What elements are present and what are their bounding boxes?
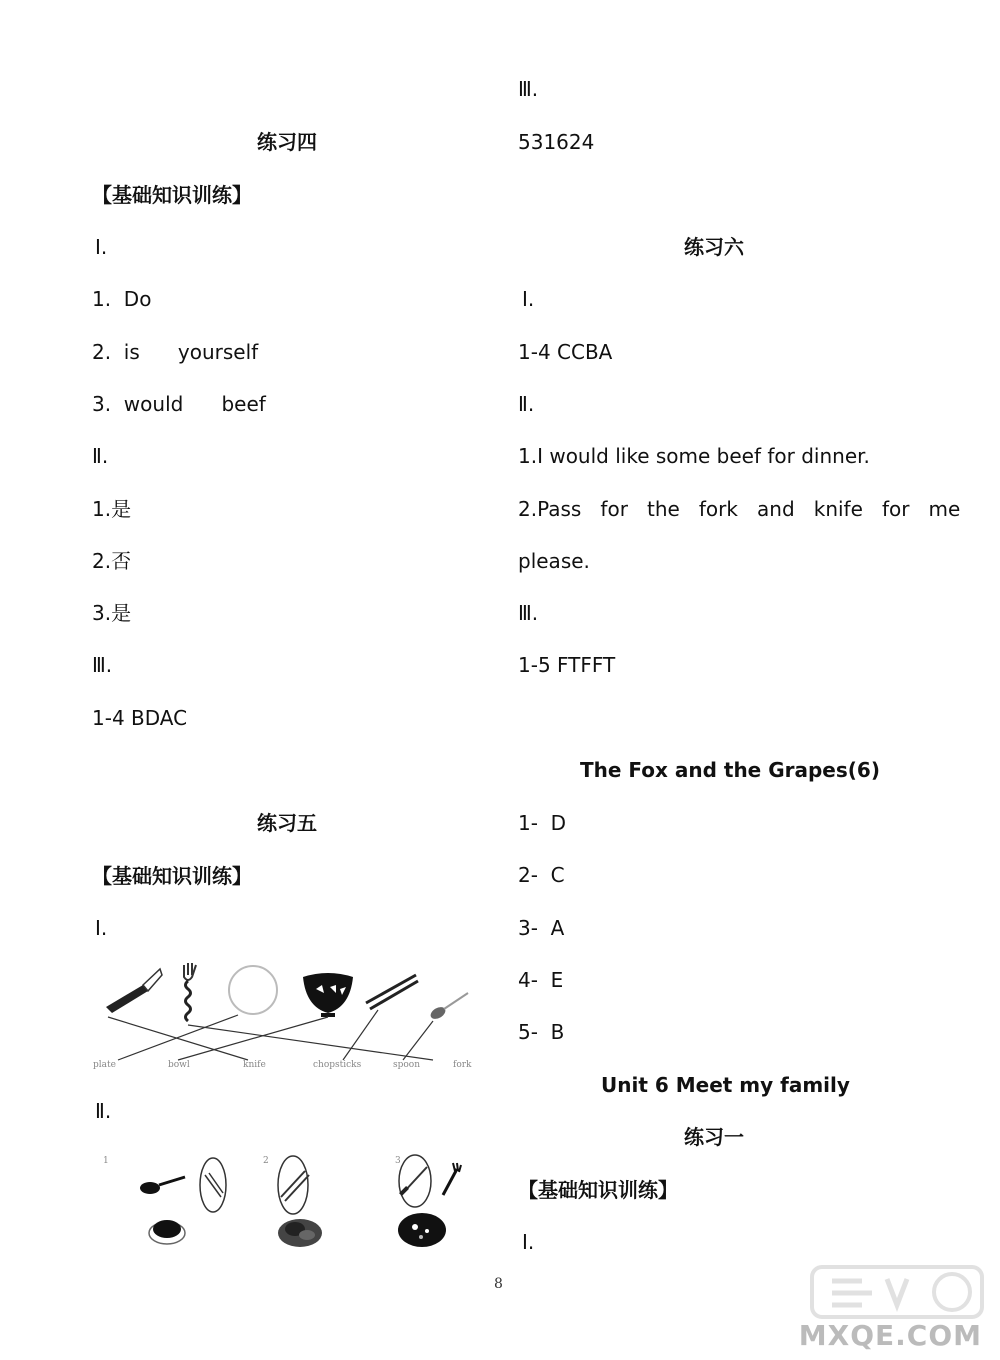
circle-choice-figure — [95, 1145, 475, 1255]
answer-line: 1. Do — [92, 287, 152, 311]
exercise-6-title: 练习六 — [684, 235, 744, 259]
story-answer: 5- B — [518, 1020, 565, 1044]
section-heading: 【基础知识训练】 — [518, 1178, 678, 1202]
story-answer: 2- C — [518, 863, 565, 887]
matching-lines — [108, 1010, 433, 1060]
unit-title: Unit 6 Meet my family — [601, 1073, 850, 1097]
exercise-4-title: 练习四 — [257, 130, 317, 154]
chopsticks-icon — [281, 1171, 309, 1201]
knife-icon — [399, 1167, 427, 1196]
bowl-icon — [303, 973, 353, 1017]
part-I-label: Ⅰ. — [522, 1230, 535, 1254]
spoon-icon — [140, 1177, 185, 1194]
caption-chopsticks: chopsticks — [313, 1060, 362, 1070]
answer-line: 1-5 FTFFT — [518, 653, 616, 677]
answer-line: 1.是 — [92, 497, 132, 521]
answer-line: 2.Pass for the fork and knife for me — [518, 497, 961, 521]
food-bowl-icon — [149, 1220, 185, 1244]
item-number: 2 — [263, 1156, 269, 1166]
part-III-label: Ⅲ. — [518, 601, 539, 625]
story-answer: 3- A — [518, 916, 565, 940]
fork-icon — [443, 1163, 461, 1195]
answer-line: 3. would beef — [92, 392, 266, 416]
part-I-label: Ⅰ. — [95, 916, 108, 940]
caption-knife: knife — [243, 1060, 266, 1070]
answer-line: 1-4 CCBA — [518, 340, 613, 364]
section-heading: 【基础知识训练】 — [92, 183, 252, 207]
part-I-label: Ⅰ. — [95, 235, 108, 259]
part-II-label: Ⅱ. — [518, 392, 535, 416]
exercise-1-title: 练习一 — [684, 1125, 744, 1149]
answer-line: 1-4 BDAC — [92, 706, 188, 730]
caption-plate: plate — [93, 1060, 116, 1070]
part-II-label: Ⅱ. — [92, 444, 109, 468]
answer-line: please. — [518, 549, 590, 573]
part-III-label: Ⅲ. — [518, 77, 539, 101]
answer-line: 2. is yourself — [92, 340, 259, 364]
story-answer: 1- D — [518, 811, 567, 835]
answer-line: 3.是 — [92, 601, 132, 625]
answer-line: 2.否 — [92, 549, 132, 573]
story-answer: 4- E — [518, 968, 564, 992]
part-I-label: Ⅰ. — [522, 287, 535, 311]
chopsticks-icon — [366, 975, 418, 1009]
answer-line: 1.I would like some beef for dinner. — [518, 444, 870, 468]
fork-icon — [205, 1173, 223, 1197]
page-number: 8 — [494, 1276, 503, 1292]
answer-line: 531624 — [518, 130, 595, 154]
matching-figure — [88, 955, 488, 1075]
food-plate-icon — [398, 1213, 446, 1247]
fork-icon — [184, 963, 196, 1021]
part-II-label: Ⅱ. — [95, 1099, 112, 1123]
knife-icon — [106, 969, 162, 1013]
item-number: 3 — [395, 1156, 401, 1166]
food-plate-icon — [278, 1219, 322, 1247]
plate-icon — [229, 966, 277, 1014]
caption-spoon: spoon — [393, 1060, 421, 1070]
story-title: The Fox and the Grapes(6) — [580, 758, 880, 782]
item-number: 1 — [103, 1156, 109, 1166]
section-heading: 【基础知识训练】 — [92, 864, 252, 888]
watermark-text: MXQE.COM — [798, 1319, 982, 1352]
caption-bowl: bowl — [168, 1060, 190, 1070]
caption-fork: fork — [453, 1060, 472, 1070]
part-III-label: Ⅲ. — [92, 653, 113, 677]
exercise-5-title: 练习五 — [257, 811, 317, 835]
spoon-icon — [429, 993, 468, 1021]
